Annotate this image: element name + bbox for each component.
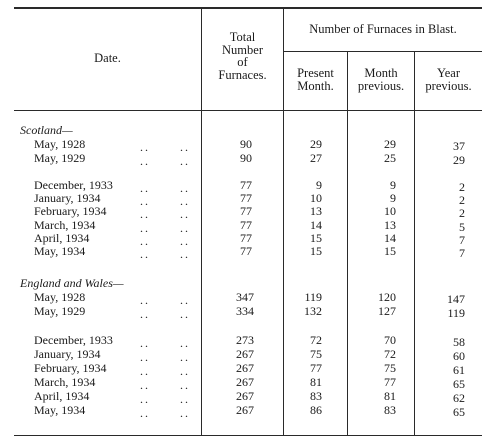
month-prev-cell: 9 xyxy=(390,178,396,192)
present-cell: 14 xyxy=(310,218,322,232)
group-header-rule xyxy=(283,51,482,52)
total-cell: 77 xyxy=(240,244,252,258)
present-month-header-line: Month. xyxy=(297,78,334,93)
total-cell: 90 xyxy=(240,137,252,151)
top-rule xyxy=(14,7,482,9)
present-cell: 119 xyxy=(304,290,322,304)
leader-dots: .. xyxy=(180,293,190,307)
date-cell: April, 1934 xyxy=(34,231,90,245)
leader-dots: .. xyxy=(140,336,150,350)
present-cell: 29 xyxy=(310,137,322,151)
month-prev-cell: 81 xyxy=(384,389,396,403)
leader-dots: .. xyxy=(140,207,150,221)
date-cell: May, 1934 xyxy=(34,244,86,258)
present-cell: 77 xyxy=(310,361,322,375)
leader-dots: .. xyxy=(180,336,190,350)
month-previous-header xyxy=(348,67,414,92)
month-prev-cell: 127 xyxy=(378,304,396,318)
total-cell: 77 xyxy=(240,231,252,245)
year-prev-cell: 60 xyxy=(453,349,465,363)
month-prev-cell: 120 xyxy=(378,290,396,304)
present-cell: 13 xyxy=(310,204,322,218)
date-cell: May, 1928 xyxy=(34,137,86,151)
year-prev-cell: 147 xyxy=(447,292,465,306)
leader-dots: .. xyxy=(180,406,190,420)
month-prev-cell: 83 xyxy=(384,403,396,417)
month-prev-cell: 13 xyxy=(384,218,396,232)
leader-dots: .. xyxy=(180,154,190,168)
leader-dots: .. xyxy=(180,234,190,248)
in-blast-group-label: Number of Furnaces in Blast. xyxy=(309,22,457,36)
total-header-line: Number xyxy=(222,42,263,57)
present-cell: 27 xyxy=(310,151,322,165)
leader-dots: .. xyxy=(180,307,190,321)
year-prev-cell: 29 xyxy=(453,153,465,167)
present-cell: 15 xyxy=(310,244,322,258)
year-prev-cell: 7 xyxy=(459,233,465,247)
in-blast-group-header xyxy=(284,23,482,36)
year-prev-cell: 62 xyxy=(453,391,465,405)
date-cell: December, 1933 xyxy=(34,178,113,192)
leader-dots: .. xyxy=(140,364,150,378)
total-cell: 267 xyxy=(236,361,254,375)
leader-dots: .. xyxy=(140,307,150,321)
date-cell: February, 1934 xyxy=(34,204,107,218)
leader-dots: .. xyxy=(180,364,190,378)
leader-dots: .. xyxy=(140,234,150,248)
section-heading-scotland: Scotland— xyxy=(20,123,73,137)
total-header-line: Total xyxy=(229,30,256,44)
year-prev-cell: 37 xyxy=(453,139,465,153)
year-prev-cell: 2 xyxy=(459,180,465,194)
month-prev-cell: 75 xyxy=(384,361,396,375)
date-cell: March, 1934 xyxy=(34,218,96,232)
present-cell: 86 xyxy=(310,403,322,417)
date-cell: December, 1933 xyxy=(34,333,113,347)
section-heading-england-and-wales: England and Wales— xyxy=(20,276,124,290)
present-cell: 15 xyxy=(310,231,322,245)
date-cell: March, 1934 xyxy=(34,375,96,389)
total-cell: 77 xyxy=(240,191,252,205)
leader-dots: .. xyxy=(140,221,150,235)
month-previous-header-line: previous. xyxy=(357,78,405,93)
year-previous-header xyxy=(415,67,482,92)
present-cell: 132 xyxy=(304,304,322,318)
leader-dots: .. xyxy=(180,247,190,261)
leader-dots: .. xyxy=(140,247,150,261)
leader-dots: .. xyxy=(180,392,190,406)
year-prev-cell: 61 xyxy=(453,363,465,377)
date-cell: May, 1928 xyxy=(34,290,86,304)
year-prev-cell: 2 xyxy=(459,206,465,220)
date-cell: February, 1934 xyxy=(34,361,107,375)
month-previous-header-line: Month xyxy=(364,66,398,80)
date-header xyxy=(14,52,201,65)
total-cell: 77 xyxy=(240,178,252,192)
total-cell: 347 xyxy=(236,290,254,304)
date-cell: April, 1934 xyxy=(34,389,90,403)
leader-dots: .. xyxy=(140,350,150,364)
total-cell: 267 xyxy=(236,347,254,361)
total-cell: 77 xyxy=(240,218,252,232)
leader-dots: .. xyxy=(180,194,190,208)
year-prev-cell: 5 xyxy=(459,220,465,234)
year-prev-cell: 7 xyxy=(459,246,465,260)
date-cell: May, 1934 xyxy=(34,403,86,417)
leader-dots: .. xyxy=(140,406,150,420)
month-prev-cell: 15 xyxy=(384,244,396,258)
total-cell: 267 xyxy=(236,389,254,403)
total-header-line: Furnaces. xyxy=(218,67,267,82)
leader-dots: .. xyxy=(180,140,190,154)
month-prev-cell: 25 xyxy=(384,151,396,165)
present-cell: 83 xyxy=(310,389,322,403)
year-prev-cell: 65 xyxy=(453,377,465,391)
month-prev-cell: 29 xyxy=(384,137,396,151)
month-prev-cell: 70 xyxy=(384,333,396,347)
total-header-line: of xyxy=(237,55,248,69)
leader-dots: .. xyxy=(140,154,150,168)
present-cell: 72 xyxy=(310,333,322,347)
date-header-label: Date. xyxy=(94,51,121,65)
leader-dots: .. xyxy=(140,392,150,406)
month-prev-cell: 9 xyxy=(390,191,396,205)
date-cell: January, 1934 xyxy=(34,347,101,361)
year-previous-header-line: previous. xyxy=(425,78,472,93)
total-cell: 334 xyxy=(236,304,254,318)
header-bottom-rule xyxy=(14,110,482,111)
leader-dots: .. xyxy=(180,181,190,195)
total-cell: 267 xyxy=(236,403,254,417)
month-prev-cell: 10 xyxy=(384,204,396,218)
present-cell: 10 xyxy=(310,191,322,205)
bottom-rule xyxy=(14,435,482,436)
leader-dots: .. xyxy=(140,181,150,195)
present-cell: 81 xyxy=(310,375,322,389)
year-previous-header-line: Year xyxy=(436,66,461,80)
date-cell: May, 1929 xyxy=(34,304,86,318)
leader-dots: .. xyxy=(140,194,150,208)
total-header xyxy=(202,31,283,81)
year-prev-cell: 65 xyxy=(453,405,465,419)
year-prev-cell: 58 xyxy=(453,335,465,349)
month-prev-cell: 72 xyxy=(384,347,396,361)
year-prev-cell: 119 xyxy=(447,306,465,320)
month-prev-cell: 14 xyxy=(384,231,396,245)
present-cell: 9 xyxy=(316,178,322,192)
total-cell: 77 xyxy=(240,204,252,218)
leader-dots: .. xyxy=(180,350,190,364)
present-cell: 75 xyxy=(310,347,322,361)
present-month-header-line: Present xyxy=(297,66,334,80)
total-cell: 267 xyxy=(236,375,254,389)
leader-dots: .. xyxy=(180,207,190,221)
leader-dots: .. xyxy=(140,140,150,154)
year-prev-cell: 2 xyxy=(459,193,465,207)
leader-dots: .. xyxy=(140,378,150,392)
month-prev-cell: 77 xyxy=(384,375,396,389)
leader-dots: .. xyxy=(140,293,150,307)
date-cell: January, 1934 xyxy=(34,191,101,205)
leader-dots: .. xyxy=(180,221,190,235)
leader-dots: .. xyxy=(180,378,190,392)
present-month-header xyxy=(284,67,347,92)
date-cell: May, 1929 xyxy=(34,151,86,165)
total-cell: 90 xyxy=(240,151,252,165)
total-cell: 273 xyxy=(236,333,254,347)
